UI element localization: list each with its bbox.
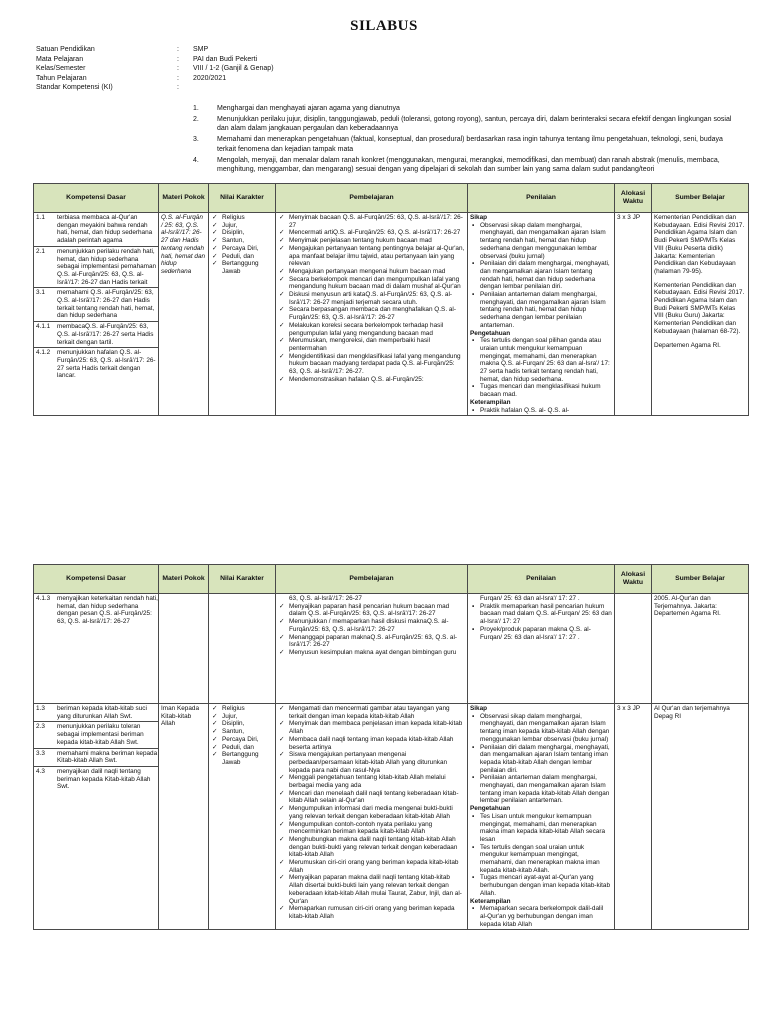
ki-item	[193, 156, 738, 175]
nilai-item: ✓ Peduli, dan	[211, 744, 273, 752]
penilaian-item: ▪ Tugas mencari ayat-ayat al-Qur'an yang berhubungan dengan iman kepada kitab-kitab Allah.	[470, 874, 612, 897]
kd-number: 4.3	[36, 767, 45, 775]
penilaian-item: ▪ Penilaian diri dalam menghargai, menghayati, dan mengamalkan ajaran Islam tentang iman kepada kitab-kitab Allah dengan lembar penilaian diri.	[470, 744, 612, 775]
penilaian-item: ▪ Memaparkan secara berkelompok dalil-dalil al-Qur'an yg berhubungan dengan iman kepada kitab Allah	[470, 905, 612, 928]
kd-number: 4.1.1	[36, 323, 51, 331]
nilai-item: ✓ Peduli, dan	[211, 253, 273, 261]
syllabus-table-1	[33, 183, 749, 416]
header-nilai-karakter: Nilai Karakter	[209, 565, 276, 594]
kd-item	[34, 767, 158, 792]
kd-cell	[34, 594, 159, 704]
nilai-cell	[209, 213, 276, 416]
pembelajaran-item: ✓ Mengidentifikasi dan mengklasifikasi lafal yang mengandung hukum bacaan madyang terdapat pada Q.S. al-Furqān/25: 63, Q.S. al-Isrā'/17: 26-27.	[278, 353, 465, 376]
kd-item	[34, 722, 158, 748]
kd-text: membacaQ.S. al-Furqān/25: 63, Q.S. al-Isrā'/17: 26-27 serta Hadis terkait dengan tartil.	[57, 323, 154, 346]
pembelajaran-item: ✓ Menggali pengetahuan tentang kitab-kitab Allah melalui berbagai media yang ada	[278, 774, 465, 789]
info-label: Standar Kompetensi (KI)	[36, 84, 113, 92]
table-row	[34, 213, 749, 416]
materi-cell: Iman Kepada Kitab-kitab Allah	[159, 704, 209, 930]
sumber-item: Departemen Agama RI.	[654, 341, 721, 349]
pembelajaran-item: ✓ Melakukan koreksi secara berkelompok terhadap hasil pengumpulan lafal yang mengandung bacaan mad	[278, 322, 465, 337]
penilaian-item: ▪ Tes tertulis dengan soal uraian untuk mengukur kemampuan mengingat, memahami, dan menerapkan makna iman kepada kitab-kitab Allah.	[470, 844, 612, 875]
nilai-cell	[209, 594, 276, 704]
pembelajaran-item: ✓ Menyajikan paparan makna dalil naqli tentang kitab-kitab Allah disertai bukti-bukti lain yang relevan terkait dengan keberadaan kitab-kitab Allah mulai Taurat, Zabur, Injil, dan al-Qur'an	[278, 874, 465, 905]
pembelajaran-cell	[276, 704, 468, 930]
pembelajaran-item: ✓ Siswa mengajukan pertanyaan mengenai perbedaan/persamaan kitab-kitab Allah yang diturunkan kepada para nabi dan rasul-Nya	[278, 751, 465, 774]
pembelajaran-continued: 63, Q.S. al-Isrā'/17: 26-27	[289, 595, 362, 602]
header-alokasi-waktu: Alokasi Waktu	[615, 565, 652, 594]
kd-item	[34, 213, 158, 247]
kd-item	[34, 322, 158, 348]
penilaian-list	[470, 222, 612, 330]
ki-text: Mengolah, menyaji, dan menalar dalam ranah konkret (menggunakan, mengurai, merangkai, memodifikasi, dan membuat) dan ranah abstrak (menulis, membaca, menghitung, menggambar, dan mengarang) sesuai dengan yang dipelajari di sekolah dan sumber lain yang sama dalam sudut pandang/teori	[217, 156, 720, 174]
info-row	[36, 55, 736, 65]
ki-number: 2.	[193, 116, 199, 123]
info-value: VIII / 1-2 (Ganjil & Genap)	[193, 65, 274, 73]
pembelajaran-item: ✓ Merumuskan ciri-ciri orang yang beriman kepada kitab-kitab Allah	[278, 859, 465, 874]
penilaian-list	[470, 713, 612, 805]
pembelajaran-cell	[276, 594, 468, 704]
info-value	[193, 83, 736, 93]
alokasi-cell: 3 x 3 JP	[615, 213, 652, 416]
info-label: Mata Pelajaran	[36, 55, 84, 63]
header-sumber-belajar: Sumber Belajar	[652, 565, 749, 594]
kd-number: 2.3	[36, 723, 45, 731]
ki-number: 3.	[193, 136, 199, 144]
nilai-item: ✓ Percaya Diri,	[211, 736, 273, 744]
nilai-cell	[209, 704, 276, 930]
alokasi-cell: 3 x 3 JP	[615, 704, 652, 930]
kd-text: menyajikan dalil naqli tentang beriman kepada Kitab-kitab Allah Swt.	[57, 767, 151, 791]
pembelajaran-item: ✓ Menyajikan paparan hasil pencarian hukum bacaan mad dalam Q.S. al-Furqān/25: 63, Q.S. al-Isrā'/17: 26-27	[278, 603, 465, 618]
kd-number: 3.1	[36, 289, 45, 297]
penilaian-item: ▪ Praktik hafalan Q.S. al- Q.S. al-	[470, 407, 612, 415]
pembelajaran-item: ✓ Mendemonstrasikan hafalan Q.S. al-Furqān/25:	[278, 376, 465, 384]
ki-item	[193, 115, 738, 134]
pembelajaran-item: ✓ Mengamati dan mencermati gambar atau tayangan yang terkait dengan iman kepada kitab-kitab Allah	[278, 705, 465, 720]
table-row	[34, 704, 749, 930]
kd-text: menyajikan keterkaitan rendah hati, hemat, dan hidup sederhana dengan pesan Q.S. al-Furqān/25: 63, Q.S. al-Isrā'/17: 26-27	[57, 595, 158, 626]
header-kompetensi-dasar: Kompetensi Dasar	[34, 184, 159, 213]
nilai-item: ✓ Religius	[211, 705, 273, 713]
penilaian-cell	[468, 213, 615, 416]
pembelajaran-item: ✓ Mencari dan menelaah dalil naqli tentang keberadaan kitab-kitab Allah selain al-Qur'an	[278, 790, 465, 805]
pembelajaran-item: ✓ Menghubungkan makna dalil naqli tentang kitab-kitab Allah dengan bukti-bukti yang relevan terkait dengan keberadaan kitab-kitab Allah	[278, 836, 465, 859]
kd-number: 1.1	[36, 214, 45, 221]
info-value: PAI dan Budi Pekerti	[193, 55, 258, 63]
kd-text: memahami Q.S. al-Furqān/25: 63, Q.S. al-Isrā'/17: 26-27 dan Hadis terkait tentang rendah hati, hemat, dan hidup sederhana	[57, 289, 155, 320]
penilaian-list	[470, 337, 612, 399]
penilaian-subheading: Keterampilan	[470, 897, 511, 905]
pembelajaran-item: ✓ Menyusun kesimpulan makna ayat dengan bimbingan guru	[278, 649, 465, 657]
penilaian-cell	[468, 594, 615, 704]
header-nilai-karakter: Nilai Karakter	[209, 184, 276, 213]
pembelajaran-item: ✓ Diskusi menyusun arti kataQ.S. al-Furqān/25: 63, Q.S. al-Isrā'/17: 26-27 menjadi terjemah secara utuh.	[278, 291, 465, 306]
pembelajaran-item: ✓ Menunjukkan / memaparkan hasil diskusi maknaQ.S. al-Furqān/25: 63, Q.S. al-Isrā'/17: 26-27	[278, 618, 465, 633]
kd-text: menunjukkan hafalan Q.S. al-Furqān/25: 63, Q.S. al-Isrā'/17: 26-27 serta Hadis terkait dengan lancar.	[57, 349, 156, 380]
info-row	[36, 74, 736, 84]
pembelajaran-item: ✓ Menanggapi paparan maknaQ.S. al-Furqān/25: 63, Q.S. al-Isrā'/17: 26-27	[278, 634, 465, 649]
kd-text: memahami makna beriman kepada Kitab-kitab Allah Swt.	[57, 749, 158, 765]
pembelajaran-item: ✓ Menyimak dan membaca penjelasan iman kepada kitab-kitab Allah	[278, 720, 465, 735]
penilaian-item: ▪ Penilaian diri dalam menghargai, menghayati, dan mengamalkan ajaran Islam tentang rendah hati, hemat dan hidup sederhana dengan lembar penilaian diri.	[470, 260, 612, 291]
penilaian-item: ▪ Observasi sikap dalam menghargai, menghayati, dan mengamalkan ajaran Islam tentang iman kepada kitab-kitab Allah dengan menggunakan lembar observasi (buku jurnal)	[470, 713, 612, 744]
sumber-item: Kementerian Pendidikan dan Kebudayaan. Edisi Revisi 2017. Pendidikan Agama Islam dan Budi Pekerti SMP/MTs Kelas VIII (Buku Peserta didik) Jakarta: Kementerian Pendidikan dan Kebudayaan (halaman 79-95).	[654, 214, 745, 275]
info-colon: :	[177, 65, 179, 73]
info-colon: :	[177, 84, 179, 92]
kd-text: terbiasa membaca al-Qur'an dengan meyakini bahwa rendah hati, hemat, dan hidup sederhana adalah perintah agama	[57, 214, 153, 245]
penilaian-item: ▪ Praktik memaparkan hasil pencarian hukum bacaan mad dalam Q.S. al-Furqan/ 25: 63 dan al-Isra'/ 17: 27	[470, 603, 612, 626]
pembelajaran-item: ✓ Menyimak penjelasan tentang hukum bacaan mad	[278, 237, 465, 245]
pembelajaran-item: ✓ Secara berpasangan membaca dan menghafalkan Q.S. al-Furqān/25: 63, Q.S. al-Isrā'/17: 26-27	[278, 306, 465, 321]
kd-item	[34, 288, 158, 322]
penilaian-list	[470, 407, 612, 415]
penilaian-subheading: Pengetahuan	[470, 329, 511, 337]
materi-cell	[159, 594, 209, 704]
ki-number: 4.	[193, 156, 199, 164]
info-label: Kelas/Semester	[36, 65, 86, 73]
nilai-item: ✓ Santun,	[211, 728, 273, 736]
penilaian-cell	[468, 704, 615, 930]
sumber-cell	[652, 213, 749, 416]
kd-item	[34, 594, 158, 627]
pembelajaran-item: ✓ Mencermati artiQ.S. al-Furqān/25: 63, Q.S. al-Isrā'/17: 26-27	[278, 229, 465, 237]
header-sumber-belajar: Sumber Belajar	[652, 184, 749, 213]
ki-text: Menunjukkan perilaku jujur, disiplin, tanggungjawab, peduli (toleransi, gotong royong), santun, percaya diri, dalam berinteraksi secara efektif dengan lingkungan sosial dan alam dalam jangkauan pergaulan dan keberadaannya	[217, 116, 732, 133]
header-materi-pokok: Materi Pokok	[159, 565, 209, 594]
table-row	[34, 594, 749, 704]
penilaian-continued: Furqan/ 25: 63 dan al-Isra'/ 17: 27 .	[480, 595, 580, 602]
nilai-item: ✓ Santun,	[211, 237, 273, 245]
kd-item	[34, 247, 158, 289]
pembelajaran-item: ✓ Secara berkelompok mencari dan mengumpulkan lafal yang mengandung hukum bacaan mad di dalam mushaf al-Qur'an	[278, 276, 465, 291]
info-label: Satuan Pendidikan	[36, 46, 95, 53]
pembelajaran-item: ✓ Mengajukan pertanyaan mengenai hukum bacaan mad	[278, 268, 465, 276]
info-value: SMP	[193, 46, 209, 53]
header-penilaian: Penilaian	[468, 565, 615, 594]
pembelajaran-item: ✓ Menyimak bacaan Q.S. al-Furqān/25: 63, Q.S. al-Isrā'/17: 26-27	[278, 214, 465, 229]
ki-number: 1.	[193, 105, 199, 112]
penilaian-item: ▪ Tugas mencari dan mengklasifikasi hukum bacaan mad.	[470, 383, 612, 398]
penilaian-subheading: Sikap	[470, 705, 488, 712]
pembelajaran-item: ✓ Mengumpulkan contoh-contoh nyata perilaku yang mencerminkan beriman kepada kitab-kitab Allah	[278, 821, 465, 836]
penilaian-item: ▪ Proyek/produk paparan makna Q.S. al-Furqan/ 25: 63 dan al-Isra'/ 17: 27 .	[470, 626, 612, 641]
kd-number: 4.1.3	[36, 595, 51, 602]
nilai-item: ✓ Religius	[211, 214, 273, 222]
nilai-item: ✓ Disiplin,	[211, 720, 273, 728]
materi-cell: Q.S. al-Furqān / 25: 63, Q.S. al-Isrā'/17: 26-27 dan Hadis tentang rendah hati, hemat dan hidup sederhana	[159, 213, 209, 416]
kd-number: 4.1.2	[36, 349, 51, 357]
syllabus-table-2	[33, 564, 749, 930]
penilaian-item: ▪ Penilaian antarteman dalam menghargai, menghayati, dan mengamalkan ajaran Islam tentang rendah hati, hemat dan hidup sederhana dengan lembar penilaian antarteman.	[470, 291, 612, 330]
kd-text: menunjukkan perilaku rendah hati, hemat, dan hidup sederhana sebagai implementasi pemahaman Q.S. al-Furqān/25: 63, Q.S. al-Isrā'/17: 26-27 dan Hadis terkait	[57, 247, 157, 286]
info-colon: :	[177, 46, 179, 53]
sumber-cell: 2005. Al-Qur'an dan Terjemahnya. Jakarta: Departemen Agama RI.	[652, 594, 749, 704]
info-row	[36, 83, 736, 93]
kd-item	[34, 749, 158, 767]
header-pembelajaran: Pembelajaran	[276, 184, 468, 213]
header-materi-pokok: Materi Pokok	[159, 184, 209, 213]
pembelajaran-item: ✓ Mengajukan pertanyaan tentang pentingnya belajar al-Qur'an, apa manfaat belajar ilmu tajwid, atau pertanyaan lain yang relevan	[278, 245, 465, 268]
ki-list	[193, 104, 738, 176]
info-colon: :	[177, 74, 179, 82]
penilaian-subheading: Pengetahuan	[470, 805, 511, 813]
penilaian-list	[470, 905, 612, 928]
kd-cell	[34, 213, 159, 416]
nilai-item: ✓ Jujur,	[211, 222, 273, 230]
kd-number: 1.3	[36, 705, 45, 712]
penilaian-item: ▪ Tes Lisan untuk mengukur kemampuan mengingat, memahami, dan menerapkan makna iman kepada kitab-kitab Allah secara lesan	[470, 813, 612, 844]
pembelajaran-item: ✓ Merumuskan, mengoreksi, dan memperbaiki hasil pentermahan	[278, 337, 465, 352]
info-colon: :	[177, 55, 179, 63]
kd-item	[34, 348, 158, 381]
nilai-item: ✓ Bertanggung Jawab	[211, 260, 273, 275]
penilaian-item: ▪ Tes tertulis dengan soal pilihan ganda atau uraian untuk mengukur kemampuan mengingat, memahami, dan menerapkan makna Q.S. al-Furqan/ 25: 63 dan al-Isra'/ 17: 27 serta hadis terkait tentang rendah hati, hemat, dan hidup sederhana.	[470, 337, 612, 383]
header-alokasi-waktu: Alokasi Waktu	[615, 184, 652, 213]
document-title: SILABUS	[350, 18, 418, 34]
penilaian-list	[470, 813, 612, 898]
identity-block	[36, 45, 736, 93]
ki-item	[193, 104, 738, 113]
header-kompetensi-dasar: Kompetensi Dasar	[34, 565, 159, 594]
pembelajaran-item: ✓ Mengumpulkan informasi dari media mengenai bukti-bukti yang relevan terkait dengan keberadaan kitab-kitab Allah	[278, 805, 465, 820]
kd-text: menunjukkan perilaku toleran sebagai implementasi beriman kepada kitab-kitab Allah Swt.	[57, 723, 144, 746]
kd-cell	[34, 704, 159, 930]
nilai-item: ✓ Jujur,	[211, 713, 273, 721]
penilaian-subheading: Sikap	[470, 214, 488, 221]
nilai-item: ✓ Disiplin,	[211, 229, 273, 237]
header-penilaian: Penilaian	[468, 184, 615, 213]
kd-item	[34, 704, 158, 722]
info-label: Tahun Pelajaran	[36, 74, 87, 82]
info-value: 2020/2021	[193, 74, 227, 82]
penilaian-subheading: Keterampilan	[470, 398, 511, 406]
nilai-item: ✓ Bertanggung Jawab	[211, 751, 273, 766]
pembelajaran-item: ✓ Memaparkan rumusan ciri-ciri orang yang beriman kepada kitab-kitab Allah	[278, 905, 465, 920]
sumber-cell: Al Qur'an dan terjemahnya Depag RI	[652, 704, 749, 930]
pembelajaran-item: ✓ Membaca dalil naqli tentang iman kepada kitab-kitab Allah beserta artinya	[278, 736, 465, 751]
ki-item	[193, 135, 738, 154]
alokasi-cell	[615, 594, 652, 704]
sumber-item: Kementerian Pendidikan dan Kebudayaan. Edisi Revisi 2017. Pendidikan Agama Islam dan Budi Pekerti SMP/MTs Kelas VIII (Buku Guru) Jakarta: Kementerian Pendidikan dan Kebudayaan (halaman 68-72).	[654, 281, 745, 335]
ki-text: Menghargai dan menghayati ajaran agama yang dianutnya	[217, 105, 400, 112]
penilaian-item: ▪ Observasi sikap dalam menghargai, menghayati, dan mengamalkan ajaran Islam tentang rendah hati, hemat dan hidup sederhana dengan menggunakan lembar observasi (buku jurnal)	[470, 222, 612, 261]
kd-number: 3.3	[36, 749, 45, 757]
ki-text: Memahami dan menerapkan pengetahuan (faktual, konseptual, dan prosedural) berdasarkan rasa ingin tahunya tentang ilmu pengetahuan, teknologi, seni, budaya terkait fenomena dan kejadian tampak mata	[217, 136, 723, 153]
kd-text: beriman kepada kitab-kitab suci yang diturunkan Allah Swt.	[57, 705, 147, 720]
info-row	[36, 64, 736, 74]
pembelajaran-cell	[276, 213, 468, 416]
info-row	[36, 45, 736, 55]
nilai-item: ✓ Percaya Diri,	[211, 245, 273, 253]
penilaian-item: ▪ Penilaian antarteman dalam menghargai, menghayati, dan mengamalkan ajaran Islam tentang iman kepada kitab-kitab Allah dengan lembar penilaian antarteman.	[470, 774, 612, 805]
header-pembelajaran: Pembelajaran	[276, 565, 468, 594]
kd-number: 2.1	[36, 247, 45, 255]
